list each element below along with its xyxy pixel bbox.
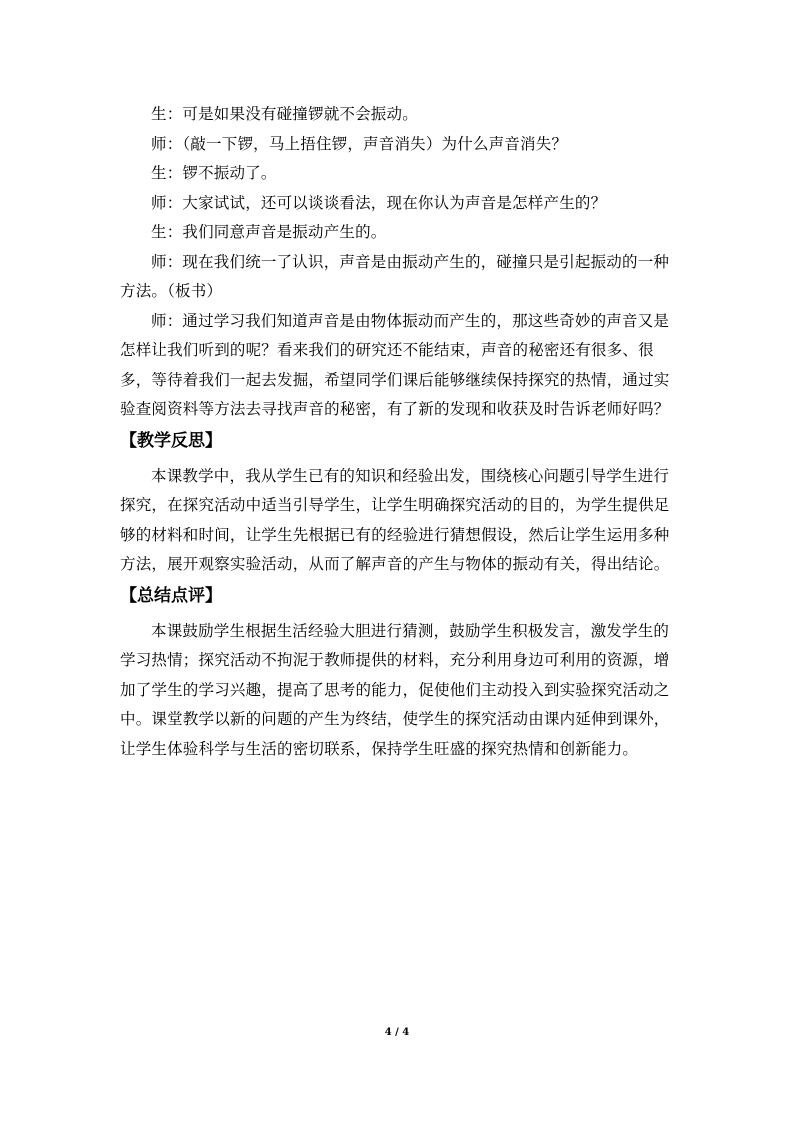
page-number: 4 / 4 <box>384 1027 410 1038</box>
dialogue-line-teacher-2: 师：大家试试，还可以谈谈看法，现在你认为声音是怎样产生的？ <box>151 193 607 212</box>
dialogue-line-student-1: 生：可是如果没有碰撞锣就不会振动。 <box>151 105 418 123</box>
dialogue-line-teacher-3: 师：现在我们统一了认识，声音是由振动产生的，碰撞只是引起振动的一种方法。（板书） <box>120 252 670 300</box>
dialogue-line-student-3: 生：我们同意声音是振动产生的。 <box>151 223 387 241</box>
summary-heading: 【总结点评】 <box>120 585 222 606</box>
dialogue-line-teacher-1: 师：（敲一下锣，马上捂住锣，声音消失）为什么声音消失？ <box>151 134 568 153</box>
reflection-heading: 【教学反思】 <box>120 430 222 451</box>
dialogue-line-teacher-4: 师：通过学习我们知道声音是由物体振动而产生的，那这些奇妙的声音又是怎样让我们听到的呢？看来我们的研究还不能结束，声音的秘密还有很多、很多，等待着我们一起去发掘，希望同学们课后能够继续保持探究的热情，通过实验查阅资料等方法去寻找声音的秘密，有了新的发现和收获及时告诉老师好吗？ <box>120 311 670 418</box>
reflection-paragraph: 本课教学中，我从学生已有的知识和经验出发，围绕核心问题引导学生进行探究，在探究活动中适当引导学生，让学生明确探究活动的目的，为学生提供足够的材料和时间，让学生先根据已有的经验进行猜想假设，然后让学生运用多种方法，展开观察实验活动，从而了解声音的产生与物体的振动有关，得出结论。 <box>120 466 670 573</box>
dialogue-line-student-2: 生：锣不振动了。 <box>151 164 277 182</box>
document-body <box>120 100 676 764</box>
summary-paragraph: 本课鼓励学生根据生活经验大胆进行猜测，鼓励学生积极发言，激发学生的学习热情；探究活动不拘泥于教师提供的材料，充分利用身边可利用的资源，增加了学生的学习兴趣，提高了思考的能力，促使他们主动投入到实验探究活动之中。课堂教学以新的问题的产生为终结，使学生的探究活动由课内延伸到课外，让学生体验科学与生活的密切联系，保持学生旺盛的探究热情和创新能力。 <box>120 621 670 758</box>
